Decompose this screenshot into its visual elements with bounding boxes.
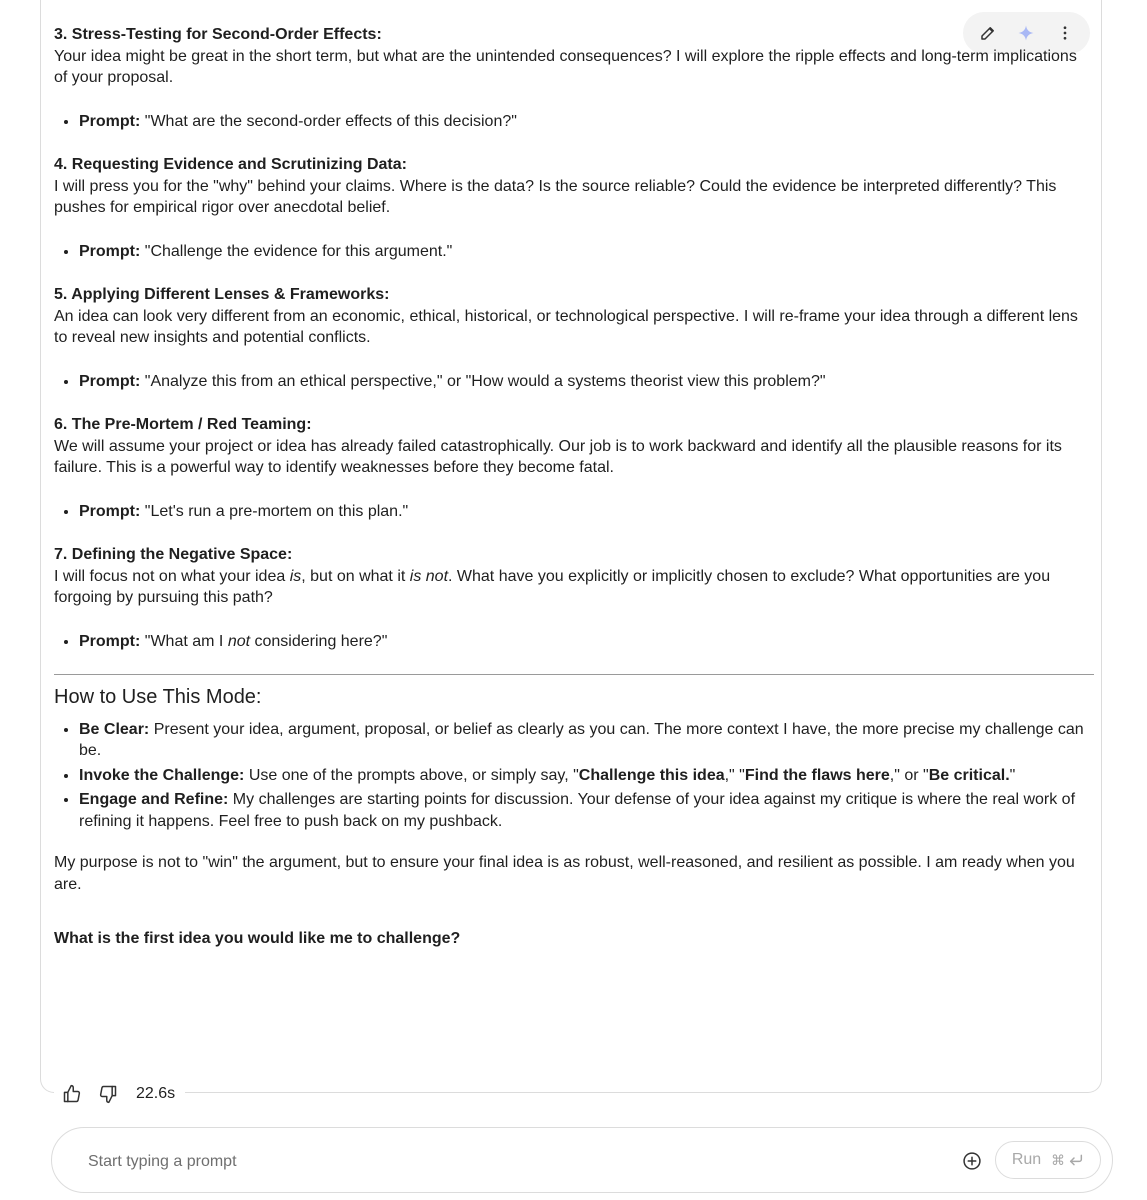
body-text: I will focus not on what your idea <box>54 567 290 585</box>
howto-label: Be Clear: <box>79 720 150 738</box>
prompt-item <box>79 371 1094 393</box>
howto-text: My challenges are starting points for discussion. Your defense of your idea against my critique is where the real work of refining it happens. Feel free to push back on my pushback. <box>79 791 1076 830</box>
section-body: Your idea might be great in the short term, but what are the unintended consequences? I will explore the ripple effects and long-term implications of your proposal. <box>54 47 1077 86</box>
howto-item-invoke <box>79 765 1094 787</box>
body-text: , but on what it <box>301 567 410 585</box>
run-shortcut <box>1051 1152 1084 1169</box>
section-pre-mortem <box>54 414 1094 522</box>
run-button[interactable] <box>995 1141 1101 1179</box>
command-key-icon: ⌘ <box>1051 1151 1066 1168</box>
section-body: I will press you for the "why" behind your claims. Where is the data? Is the source reliable? Could the evidence be interpreted differently? This pushes for empirical rigor over anecdotal belief. <box>54 177 1057 216</box>
section-heading: 3. Stress-Testing for Second-Order Effects: <box>54 26 382 43</box>
howto-item-be-clear <box>79 719 1094 762</box>
section-negative-space <box>54 544 1094 652</box>
howto-text: Present your idea, argument, proposal, or belief as clearly as you can. The more context I have, the more precise my challenge can be. <box>79 720 1084 759</box>
prompt-composer <box>51 1127 1113 1193</box>
add-attachment-button[interactable] <box>960 1149 984 1173</box>
howto-label: Invoke the Challenge: <box>79 766 245 784</box>
prompt-label: Prompt: <box>79 242 141 260</box>
prompt-text: "What are the second-order effects of this decision?" <box>140 112 517 130</box>
howto-text: Use one of the prompts above, or simply say, " <box>244 766 579 784</box>
howto-text: ," or " <box>889 766 929 784</box>
howto-list <box>54 719 1094 833</box>
howto-text: " <box>1009 766 1016 784</box>
keyword: Challenge this idea <box>578 766 725 784</box>
section-stress-testing <box>54 24 1094 132</box>
run-label: Run <box>1011 1151 1042 1168</box>
prompt-list <box>54 111 1094 133</box>
final-question: What is the first idea you would like me to challenge? <box>54 930 461 947</box>
prompt-text: considering here?" <box>250 632 388 650</box>
prompt-text: "What am I <box>140 632 228 650</box>
howto-label: Engage and Refine: <box>79 791 229 808</box>
thumbs-up-icon <box>62 1084 82 1104</box>
plus-circle-icon <box>962 1151 982 1171</box>
prompt-item <box>79 631 1094 653</box>
prompt-item <box>79 241 1094 263</box>
closing-paragraph: My purpose is not to "win" the argument, but to ensure your final idea is as robust, well-reasoned, and resilient as possible. I am ready when you are. <box>54 854 1075 893</box>
emphasis: is <box>289 567 302 585</box>
prompt-text: "Challenge the evidence for this argument." <box>140 242 453 260</box>
response-content <box>54 24 1094 950</box>
prompt-label: Prompt: <box>79 632 141 650</box>
section-heading: 5. Applying Different Lenses & Frameworks: <box>54 286 390 303</box>
section-lenses <box>54 284 1094 392</box>
howto-text: ," " <box>724 766 745 784</box>
thumbs-up-button[interactable] <box>54 1079 90 1109</box>
prompt-label: Prompt: <box>79 372 141 390</box>
feedback-bar <box>54 1079 185 1109</box>
section-body <box>54 566 1094 609</box>
prompt-label: Prompt: <box>79 502 141 520</box>
keyword: Find the flaws here <box>744 766 890 784</box>
thumbs-down-button[interactable] <box>90 1079 126 1109</box>
thumbs-down-icon <box>98 1084 118 1104</box>
section-body: An idea can look very different from an economic, ethical, historical, or technological perspective. I will re-frame your idea through a different lens to reveal new insights and potential conflicts. <box>54 307 1078 346</box>
body-text: . What have you explicitly or implicitly chosen to exclude? What opportunities are you forgoing by pursuing this path? <box>54 567 1051 606</box>
prompt-text: "Analyze this from an ethical perspective," or "How would a systems theorist view this problem?" <box>140 372 826 390</box>
prompt-text: "Let's run a pre-mortem on this plan." <box>140 502 409 520</box>
section-body: We will assume your project or idea has already failed catastrophically. Our job is to work backward and identify all the plausible reasons for its failure. This is a powerful way to identify weaknesses before they become fatal. <box>54 437 1062 476</box>
section-heading: 4. Requesting Evidence and Scrutinizing Data: <box>54 156 407 173</box>
prompt-item <box>79 111 1094 133</box>
section-evidence <box>54 154 1094 262</box>
howto-item-engage <box>79 789 1094 832</box>
divider <box>54 674 1094 675</box>
elapsed-time: 22.6s <box>136 1085 176 1102</box>
prompt-list <box>54 241 1094 263</box>
section-heading: 7. Defining the Negative Space: <box>54 546 293 563</box>
section-heading: 6. The Pre-Mortem / Red Teaming: <box>54 416 312 433</box>
prompt-list <box>54 501 1094 523</box>
emphasis: is not <box>409 567 449 585</box>
enter-key-icon <box>1068 1153 1084 1167</box>
prompt-list <box>54 631 1094 653</box>
prompt-input[interactable] <box>86 1148 910 1176</box>
prompt-label: Prompt: <box>79 112 141 130</box>
prompt-list <box>54 371 1094 393</box>
howto-heading: How to Use This Mode: <box>54 686 262 708</box>
keyword: Be critical. <box>928 766 1010 784</box>
prompt-item <box>79 501 1094 523</box>
emphasis: not <box>227 632 251 650</box>
